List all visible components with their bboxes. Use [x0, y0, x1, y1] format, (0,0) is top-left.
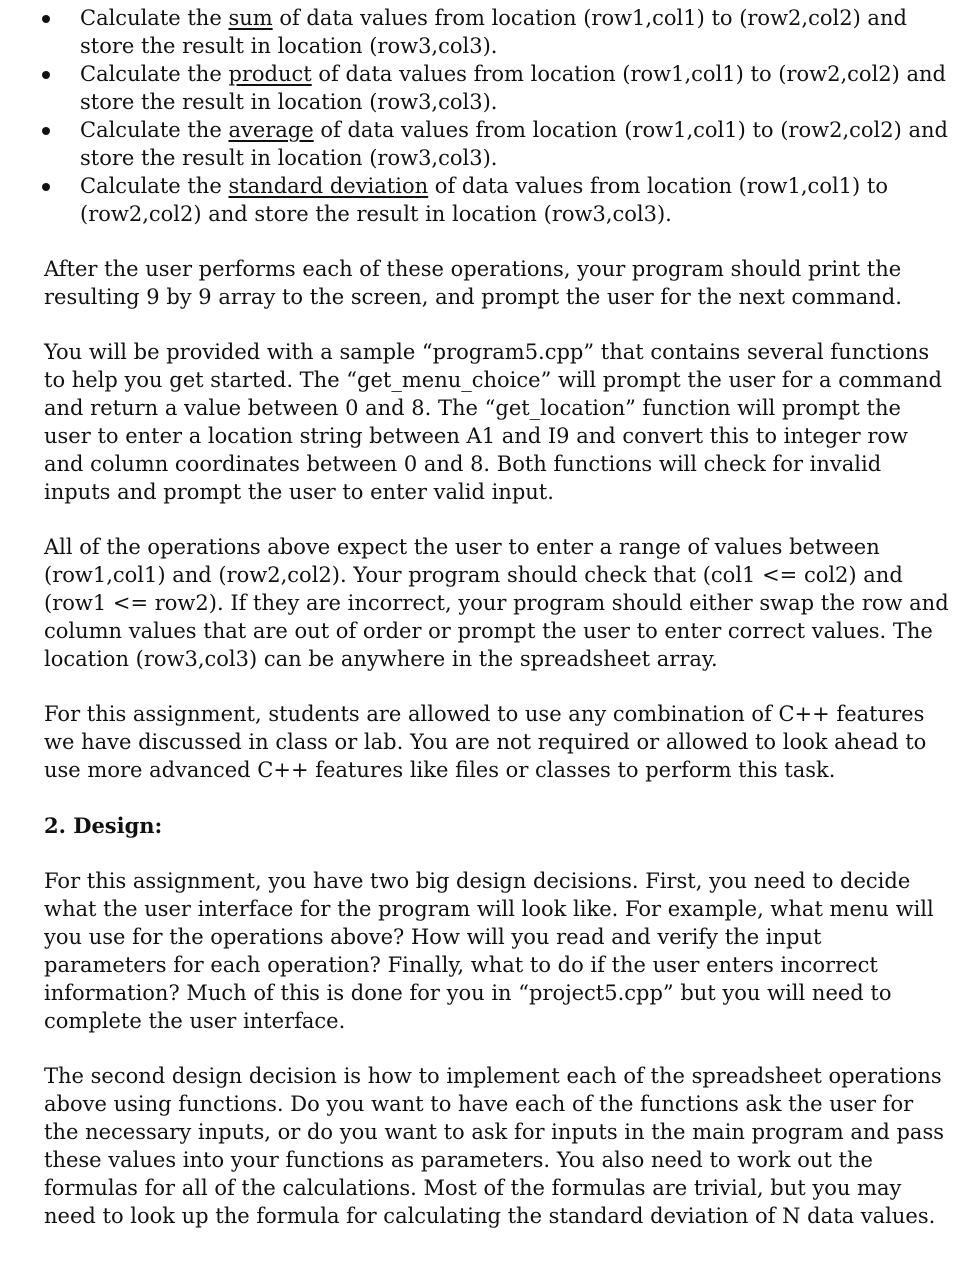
paragraph-ranges: All of the operations above expect the user to enter a range of values between (row1,col1) and (row2,col2). Your program should check that (col1 <= col2) and (row1 <= row2). If they are incorrect, your program should either swap the row and column values that are out of order or prompt the user to enter correct values. The location (row3,col3) can be anywhere in the spreadsheet array.	[44, 535, 949, 671]
bullet-text-post: of data values from location (row1,col1) to (row2,col2) and store the result in location (row3,col3).	[80, 174, 888, 226]
underlined-term: sum	[228, 6, 273, 30]
paragraph-design-functions: The second design decision is how to implement each of the spreadsheet operations above using functions. Do you want to have each of the functions ask the user for the necessary inputs, or do you want to ask for inputs in the main program and pass these values into your functions as parameters. You also need to work out the formulas for all of the calculations. Most of the formulas are trivial, but you may need to look up the formula for calculating the standard deviation of N data values.	[44, 1064, 945, 1228]
paragraph-features: For this assignment, students are allowed to use any combination of C++ features we have discussed in class or lab. You are not required or allowed to look ahead to use more advanced C++ features like files or classes to perform this task.	[44, 702, 927, 782]
bullet-text-post: of data values from location (row1,col1) to (row2,col2) and store the result in location (row3,col3).	[80, 62, 946, 114]
bullet-icon	[42, 15, 50, 23]
paragraph-design-ui: For this assignment, you have two big design decisions. First, you need to decide what the user interface for the program will look like. For example, what menu will you use for the operations above? How will you read and verify the input parameters for each operation? Finally, what to do if the user enters incorrect information? Much of this is done for you in “project5.cpp” but you will need to complete the user interface.	[44, 869, 934, 1033]
list-item	[44, 172, 949, 228]
bullet-text-pre: Calculate the	[80, 6, 229, 30]
list-item	[44, 116, 949, 172]
bullet-icon	[42, 183, 50, 191]
operations-list	[44, 4, 949, 228]
bullet-text-post: of data values from location (row1,col1) to (row2,col2) and store the result in location (row3,col3).	[80, 118, 948, 170]
bullet-text-pre: Calculate the	[80, 118, 229, 142]
paragraph-after-operations: After the user performs each of these operations, your program should print the resulting 9 by 9 array to the screen, and prompt the user for the next command.	[44, 257, 902, 309]
bullet-text-post: of data values from location (row1,col1) to (row2,col2) and store the result in location (row3,col3).	[80, 6, 907, 58]
underlined-term: average	[228, 118, 314, 142]
document-page	[44, 4, 949, 1230]
bullet-text-pre: Calculate the	[80, 174, 229, 198]
paragraph-sample-program: You will be provided with a sample “program5.cpp” that contains several functions to help you get started. The “get_menu_choice” will prompt the user for a command and return a value between 0 and 8. The “get_location” function will prompt the user to enter a location string between A1 and I9 and convert this to integer row and column coordinates between 0 and 8. Both functions will check for invalid inputs and prompt the user to enter valid input.	[44, 340, 942, 504]
list-item	[44, 60, 949, 116]
list-item	[44, 4, 949, 60]
bullet-text-pre: Calculate the	[80, 62, 229, 86]
bullet-icon	[42, 127, 50, 135]
section-heading-design: 2. Design:	[44, 813, 163, 838]
bullet-icon	[42, 71, 50, 79]
underlined-term: product	[228, 62, 312, 86]
underlined-term: standard deviation	[228, 174, 429, 198]
